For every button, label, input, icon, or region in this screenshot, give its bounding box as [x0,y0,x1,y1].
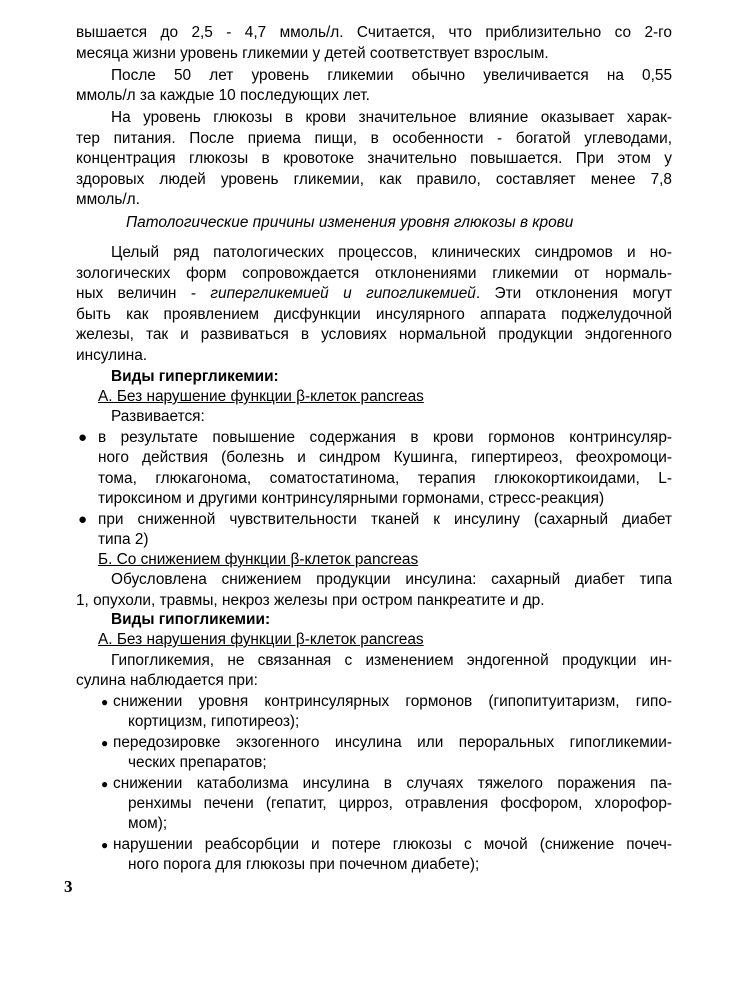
list-bullet: ● [101,838,109,852]
list-item-text: передозировке экзогенного инсулина или пероральных гипогликемии- [113,734,672,751]
text-line: ческих препаратов; [128,754,267,771]
text-line: Гипогликемия, не связанная с изменением эндогенной продукции ин- [111,652,672,669]
text-line: После 50 лет уровень гликемии обычно увеличивается на 0,55 [111,67,672,84]
text-line: железы, так и развиваться в условиях нормальной продукции эндогенного [76,326,672,343]
section-heading: Патологические причины изменения уровня глюкозы в крови [126,214,574,231]
subsection-title: А. Без нарушение функции β-клеток pancreas [98,388,424,405]
list-item-text: снижении уровня контринсулярных гормонов (гипопитуитаризм, гипо- [113,693,672,710]
text-line: ммоль/л за каждые 10 последующих лет. [76,87,370,104]
text-line: кортицизм, гипотиреоз); [128,713,300,730]
text-line: ного действия (болезнь и синдром Кушинга, гипертиреоз, феохромоци- [98,449,672,466]
text-line: концентрация глюкозы в кровотоке значительно повышается. При этом у [76,150,672,167]
list-item-text: нарушении реабсорбции и потере глюкозы с мочой (снижение почеч- [113,836,672,853]
text-line: мом); [128,815,168,832]
list-item-text: при сниженной чувствительности тканей к инсулину (сахарный диабет [98,511,672,528]
list-bullet: ● [101,695,109,709]
text-line: ммоль/л. [76,191,140,208]
text-line: зологических форм сопровождается отклонениями гликемии от нормаль- [76,265,672,282]
text-line: ного порога для глюкозы при почечном диабете); [128,856,480,873]
text-line: месяца жизни уровень гликемии у детей соответствует взрослым. [76,45,549,62]
text-line: быть как проявлением дисфункции инсулярного аппарата поджелудочной [76,306,672,323]
list-bullet: ● [101,736,109,750]
list-item-text: снижении катаболизма инсулина в случаях тяжелого поражения па- [113,775,672,792]
text-line: 1, опухоли, травмы, некроз железы при остром панкреатите и др. [76,592,545,609]
text-line: Целый ряд патологических процессов, клинических синдромов и но- [111,244,672,261]
text-line: ных величин - гипергликемией и гипогликемией. Эти отклонения могут [76,285,672,302]
text-line: типа 2) [98,531,149,548]
text-line: тер питания. После приема пищи, в особенности - богатой углеводами, [76,130,672,147]
text-line: тома, глюкагонома, соматостатинома, терапия глюкокортикоидами, L- [98,470,672,487]
page-number: 3 [64,877,73,896]
list-item-text: в результате повышение содержания в крови гормонов контринсуляр- [98,429,672,446]
list-bullet: ● [78,429,88,446]
list-bullet: ● [78,511,88,528]
text-line: инсулина. [76,347,148,364]
text-line: тироксином и другими контринсулярными гормонами, стресс-реакция) [98,490,605,507]
text-line: ренхимы печени (гепатит, цирроз, отравления фосфором, хлорофор- [128,795,672,812]
text-line: Обусловлена снижением продукции инсулина: сахарный диабет типа [111,571,672,588]
subsection-title: Б. Со снижением функции β-клеток pancreas [98,551,419,568]
subheading-hyperglycemia: Виды гипергликемии: [111,368,279,385]
subsection-title: А. Без нарушения функции β-клеток pancreas [98,631,424,648]
text-line: здоровых людей уровень гликемии, как правило, составляет менее 7,8 [76,171,672,188]
subheading-hypoglycemia: Виды гипогликемии: [111,611,271,628]
text-line: вышается до 2,5 - 4,7 ммоль/л. Считается, что приблизительно со 2-го [76,24,672,41]
text-line: Развивается: [111,408,205,425]
list-bullet: ● [101,777,109,791]
text-line: На уровень глюкозы в крови значительное влияние оказывает харак- [111,109,672,126]
text-line: сулина наблюдается при: [76,672,258,689]
emphasis-terms: гипергликемией и гипогликемией [210,285,476,302]
